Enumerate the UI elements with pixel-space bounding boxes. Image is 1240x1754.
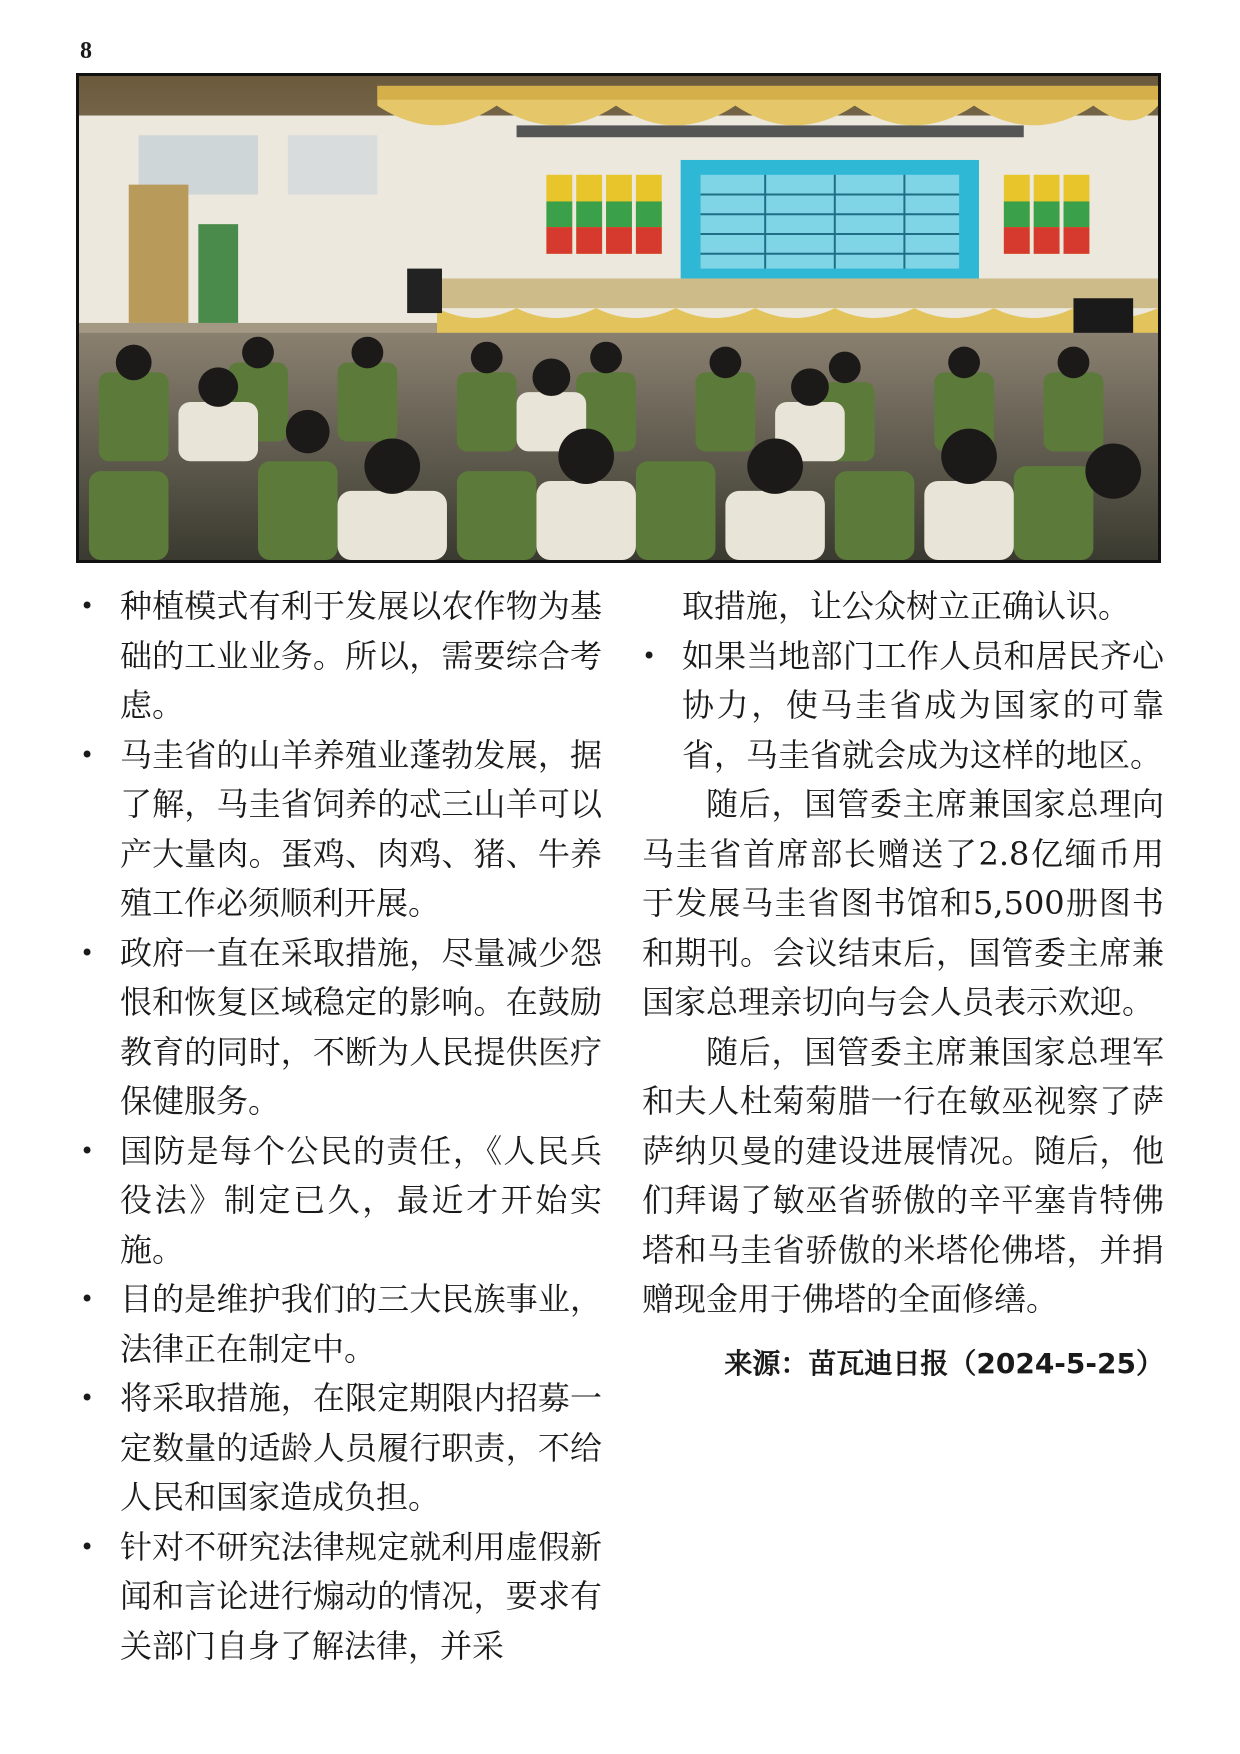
bullet-icon: • bbox=[80, 1285, 95, 1313]
list-item: • 国防是每个公民的责任，《人民兵役法》制定已久，最近才开始实施。 bbox=[80, 1127, 602, 1276]
page-number: 8 bbox=[80, 38, 92, 64]
bullet-icon: • bbox=[80, 1532, 95, 1561]
paragraph: 随后，国管委主席兼国家总理向马圭省首席部长赠送了2.8亿缅币用于发展马圭省图书馆和5,500册图书和期刊。会议结束后，国管委主席兼国家总理亲切向与会人员表示欢迎。 bbox=[642, 785, 1164, 1021]
bullet-icon: • bbox=[80, 1136, 95, 1165]
paragraph: 随后，国管委主席兼国家总理军和夫人杜菊菊腊一行在敏巫视察了萨萨纳贝曼的建设进展情况。随后，他们拜谒了敏巫省骄傲的辛平塞肯特佛塔和马圭省骄傲的米塔伦佛塔，并捐赠现金用于佛塔的全面修缮。 bbox=[642, 1032, 1164, 1318]
left-column bbox=[80, 582, 602, 1671]
bullet-icon: • bbox=[80, 938, 95, 967]
list-item: • 政府一直在采取措施，尽量减少怨恨和恢复区域稳定的影响。在鼓励教育的同时，不断为人民提供医疗保健服务。 bbox=[80, 929, 602, 1127]
list-item: • 种植模式有利于发展以农作物为基础的工业业务。所以，需要综合考虑。 bbox=[80, 582, 602, 731]
bullet-icon: • bbox=[80, 592, 95, 620]
list-item: • 目的是维护我们的三大民族事业，法律正在制定中。 bbox=[80, 1275, 602, 1374]
left-bullet-list bbox=[80, 582, 602, 1671]
source-credit: 来源：苗瓦迪日报（2024-5-25） bbox=[724, 1346, 1164, 1380]
list-item: • 如果当地部门工作人员和居民齐心协力，使马圭省成为国家的可靠省，马圭省就会成为这样的地区。 bbox=[642, 632, 1164, 781]
meeting-photo bbox=[76, 73, 1161, 563]
list-item: • 马圭省的山羊养殖业蓬勃发展，据了解，马圭省饲养的忒三山羊可以产大量肉。蛋鸡、肉鸡、猪、牛养殖工作必须顺利开展。 bbox=[80, 731, 602, 929]
bullet-icon: • bbox=[80, 740, 95, 769]
continued-bullet-text: 取措施，让公众树立正确认识。 bbox=[682, 587, 1131, 625]
bullet-icon: • bbox=[80, 1384, 95, 1412]
list-item: • 将采取措施，在限定期限内招募一定数量的适龄人员履行职责，不给人民和国家造成负担。 bbox=[80, 1374, 602, 1523]
list-item: • 针对不研究法律规定就利用虚假新闻和言论进行煽动的情况，要求有关部门自身了解法律，并采 bbox=[80, 1523, 602, 1672]
bullet-icon: • bbox=[642, 641, 657, 670]
right-column bbox=[642, 582, 1164, 1388]
right-bullet-list bbox=[642, 632, 1164, 781]
